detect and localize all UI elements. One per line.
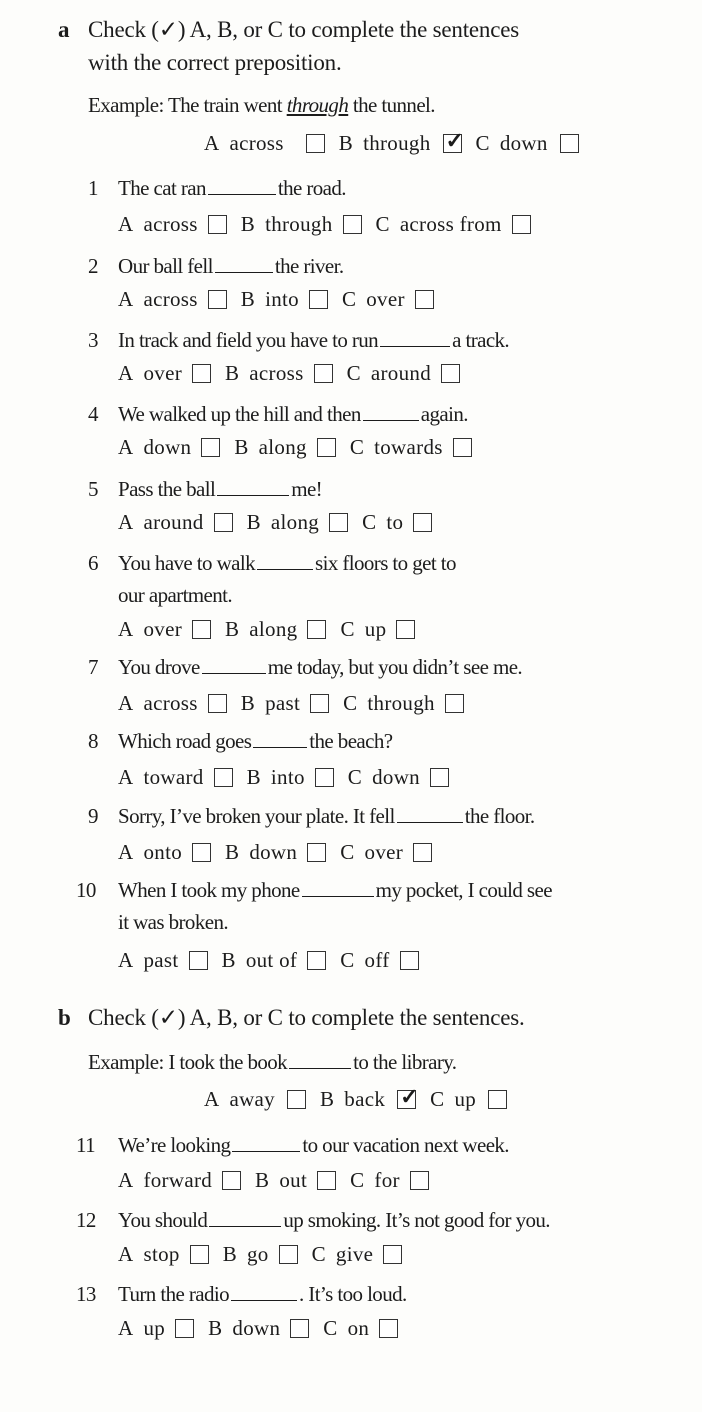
option-checkbox[interactable]: [314, 364, 333, 383]
example-sentence-b: [88, 1052, 456, 1073]
sentence-text: We walked up the hill and then: [118, 402, 361, 426]
option-letter: C: [340, 840, 355, 864]
option-letter: B: [225, 840, 240, 864]
option-a: [118, 512, 233, 533]
option-text: forward: [143, 1168, 213, 1192]
option-b: [223, 1244, 298, 1265]
option-letter: C: [340, 617, 355, 641]
option-checkbox[interactable]: [310, 694, 329, 713]
option-c: [343, 693, 464, 714]
option-text: give: [335, 1242, 374, 1266]
option-text: down: [499, 131, 548, 155]
option-b: [208, 1318, 309, 1339]
option-checkbox[interactable]: [208, 694, 227, 713]
option-text: down: [249, 840, 298, 864]
answer-blank: [253, 746, 307, 748]
option-checkbox[interactable]: [307, 620, 326, 639]
option-text: back: [344, 1087, 386, 1111]
question-number: 1: [88, 176, 98, 200]
option-text: onto: [143, 840, 183, 864]
section-b-instruction: [58, 1006, 525, 1029]
option-text: through: [367, 691, 435, 715]
option-a: [118, 437, 220, 458]
question-number: 10: [76, 878, 96, 902]
option-a: [118, 693, 227, 714]
option-a: [118, 842, 211, 863]
answer-blank: [209, 1225, 281, 1227]
example-label: Example:: [88, 93, 164, 117]
sentence-text: Pass the ball: [118, 477, 216, 501]
sentence-text: my pocket, I could see: [375, 878, 552, 902]
option-a: [118, 619, 211, 640]
option-text: through: [363, 131, 431, 155]
option-checkbox[interactable]: [290, 1319, 309, 1338]
option-text: into: [265, 287, 299, 311]
option-letter: A: [118, 948, 134, 972]
option-letter: B: [208, 1316, 223, 1340]
option-text: on: [347, 1316, 370, 1340]
option-checkbox[interactable]: [287, 1090, 306, 1109]
option-b: [225, 619, 326, 640]
option-text: across: [143, 691, 198, 715]
section-a-instruction: [58, 18, 519, 41]
option-b: [225, 363, 333, 384]
sentence-text: the floor.: [464, 804, 535, 828]
options-row: [118, 437, 472, 458]
option-letter: B: [224, 361, 240, 385]
option-text: go: [247, 1242, 269, 1266]
option-letter: A: [118, 840, 134, 864]
option-text: up: [143, 1316, 166, 1340]
question-13: [76, 1284, 407, 1305]
option-letter: A: [118, 435, 134, 459]
option-a: [118, 214, 227, 235]
sentence-text: You have to walk: [118, 551, 256, 575]
option-b: [241, 693, 329, 714]
option-text: away: [229, 1087, 275, 1111]
question-11: [76, 1135, 509, 1156]
sentence-text: Turn the radio: [118, 1282, 229, 1306]
question-10-cont: [118, 912, 228, 933]
option-b: [255, 1170, 336, 1191]
option-text: along: [258, 435, 307, 459]
question-12: [76, 1210, 550, 1231]
sentence-text: our apartment.: [118, 583, 233, 607]
option-letter: B: [246, 510, 261, 534]
option-b: [247, 767, 334, 788]
sentence-text: You drove: [118, 655, 200, 679]
option-text: over: [143, 617, 182, 641]
answer-blank: [215, 271, 273, 273]
option-a: [118, 1244, 209, 1265]
question-number: 6: [88, 551, 98, 575]
question-4: [88, 404, 468, 425]
question-6-cont: [118, 585, 232, 606]
answer-blank: [302, 895, 374, 897]
option-letter: A: [118, 765, 134, 789]
option-checkbox[interactable]: [208, 290, 227, 309]
sentence-text: to our vacation next week.: [302, 1133, 509, 1157]
option-letter: B: [234, 435, 249, 459]
question-5: [88, 479, 322, 500]
options-row: [118, 512, 432, 533]
options-row: [204, 1084, 507, 1111]
section-letter: a: [58, 17, 70, 42]
options-row: [118, 950, 419, 971]
option-a: [204, 1089, 306, 1110]
options-row: [204, 128, 579, 155]
option-c: [430, 1089, 507, 1110]
option-text: across from: [399, 212, 502, 236]
answer-blank: [217, 494, 289, 496]
option-letter: C: [323, 1316, 338, 1340]
option-a: [118, 363, 211, 384]
option-letter: C: [349, 435, 365, 459]
option-checkbox[interactable]: [192, 364, 211, 383]
option-a: [118, 289, 227, 310]
option-checkbox[interactable]: [415, 290, 434, 309]
question-number: 2: [88, 254, 98, 278]
option-a: [118, 1170, 241, 1191]
option-letter: B: [240, 287, 256, 311]
option-text: over: [366, 287, 405, 311]
option-c: [348, 767, 449, 788]
option-text: for: [374, 1168, 400, 1192]
question-2: [88, 256, 343, 277]
option-text: up: [454, 1087, 477, 1111]
option-checkbox[interactable]: [214, 768, 233, 787]
option-checkbox[interactable]: [400, 951, 419, 970]
question-number: 3: [88, 328, 98, 352]
checkmark-icon: ✓: [400, 1084, 419, 1109]
option-b: [234, 437, 335, 458]
option-checkbox[interactable]: [190, 1245, 209, 1264]
option-checkbox[interactable]: [201, 438, 220, 457]
options-row: [118, 1244, 402, 1265]
option-letter: C: [347, 765, 363, 789]
question-10: [76, 880, 552, 901]
option-text: along: [249, 617, 298, 641]
option-letter: B: [255, 1168, 270, 1192]
option-c: [347, 363, 460, 384]
option-letter: C: [343, 691, 358, 715]
options-row: [118, 289, 434, 310]
option-text: down: [232, 1316, 281, 1340]
option-c: [476, 133, 579, 154]
question-6: [88, 553, 456, 574]
option-checkbox[interactable]: [189, 951, 208, 970]
option-checkbox[interactable]: [329, 513, 348, 532]
option-text: across: [249, 361, 304, 385]
sentence-text: up smoking. It’s not good for you.: [283, 1208, 550, 1232]
option-checkbox[interactable]: [315, 768, 334, 787]
sentence-text: the beach?: [309, 729, 393, 753]
question-7: [88, 657, 522, 678]
option-text: off: [364, 948, 390, 972]
answer-blank: [202, 672, 266, 674]
option-c: [340, 950, 418, 971]
sentence-text: In track and field you have to run: [118, 328, 379, 352]
option-text: across: [143, 287, 198, 311]
option-letter: B: [246, 765, 261, 789]
option-text: over: [364, 840, 404, 864]
question-number: 4: [88, 402, 98, 426]
option-letter: C: [311, 1242, 326, 1266]
option-text: toward: [143, 765, 204, 789]
option-text: along: [270, 510, 320, 534]
option-letter: A: [118, 617, 134, 641]
example-sentence: [88, 95, 435, 116]
option-checkbox[interactable]: [383, 1245, 402, 1264]
sentence-text: a track.: [452, 328, 510, 352]
option-letter: A: [118, 361, 134, 385]
sentence-text: the river.: [274, 254, 344, 278]
option-checkbox[interactable]: [413, 843, 432, 862]
sentence-text: We’re looking: [118, 1133, 231, 1157]
option-c: [362, 512, 432, 533]
option-text: stop: [143, 1242, 180, 1266]
sentence-text: to the library.: [353, 1050, 457, 1074]
option-c: [350, 1170, 429, 1191]
sentence-text: six floors to get to: [315, 551, 456, 575]
option-letter: B: [338, 131, 354, 155]
option-b: [225, 842, 326, 863]
option-c: [342, 289, 434, 310]
option-checkbox[interactable]: [208, 215, 227, 234]
option-letter: C: [362, 510, 377, 534]
answer-blank: [397, 821, 463, 823]
option-text: out of: [245, 948, 298, 972]
sentence-text: . It’s too loud.: [299, 1282, 407, 1306]
sentence-text: You should: [118, 1208, 208, 1232]
option-letter: C: [430, 1087, 445, 1111]
example-answer: through: [286, 93, 349, 117]
option-letter: C: [475, 131, 490, 155]
option-b: [241, 289, 328, 310]
question-8: [88, 731, 393, 752]
sentence-text: The cat ran: [118, 176, 206, 200]
option-b: [247, 512, 348, 533]
question-3: [88, 330, 509, 351]
question-number: 13: [76, 1282, 96, 1306]
options-row: [118, 214, 531, 235]
sentence-text: The train went: [167, 93, 283, 117]
option-text: up: [364, 617, 387, 641]
options-row: [118, 693, 464, 714]
option-text: down: [372, 765, 420, 789]
sentence-text: it was broken.: [118, 910, 228, 934]
option-text: down: [143, 435, 192, 459]
option-checkbox[interactable]: [279, 1245, 298, 1264]
sentence-text: the tunnel.: [352, 93, 435, 117]
option-text: out: [279, 1168, 308, 1192]
option-letter: C: [341, 287, 357, 311]
option-a: [118, 767, 233, 788]
option-checkbox[interactable]: [343, 215, 362, 234]
option-checkbox[interactable]: [413, 513, 432, 532]
option-text: through: [265, 212, 333, 236]
sentence-text: the road.: [277, 176, 346, 200]
option-checkbox[interactable]: [396, 620, 415, 639]
question-1: [88, 178, 346, 199]
question-9: [88, 806, 535, 827]
option-checkbox[interactable]: [441, 364, 460, 383]
question-number: 11: [76, 1133, 96, 1157]
option-a: [204, 133, 325, 154]
question-number: 7: [88, 655, 98, 679]
option-letter: A: [118, 510, 134, 534]
option-checkbox[interactable]: [222, 1171, 241, 1190]
option-text: past: [265, 691, 301, 715]
answer-blank: [208, 193, 276, 195]
option-checkbox[interactable]: [488, 1090, 507, 1109]
options-row: [118, 767, 449, 788]
options-row: [118, 619, 415, 640]
option-c: [340, 842, 432, 863]
option-text: over: [143, 361, 182, 385]
sentence-text: me today, but you didn’t see me.: [267, 655, 523, 679]
instruction-text: with the correct preposition.: [88, 50, 342, 75]
question-number: 12: [76, 1208, 96, 1232]
option-checkbox[interactable]: [192, 843, 211, 862]
sentence-text: Which road goes: [118, 729, 252, 753]
option-c: [323, 1318, 398, 1339]
options-row: [118, 363, 460, 384]
option-checkbox[interactable]: [430, 768, 449, 787]
option-letter: B: [224, 617, 240, 641]
option-checkbox[interactable]: [443, 128, 465, 153]
sentence-text: I took the book: [168, 1050, 288, 1074]
question-number: 8: [88, 729, 98, 753]
option-letter: C: [340, 948, 355, 972]
option-checkbox[interactable]: [445, 694, 464, 713]
option-text: towards: [374, 435, 443, 459]
option-letter: C: [350, 1168, 365, 1192]
option-checkbox[interactable]: [379, 1319, 398, 1338]
question-number: 9: [88, 804, 98, 828]
section-a-instruction-cont: [88, 51, 342, 74]
option-letter: A: [118, 1242, 134, 1266]
option-letter: A: [118, 1168, 134, 1192]
option-a: [118, 950, 208, 971]
answer-blank: [231, 1299, 297, 1301]
sentence-text: When I took my phone: [118, 878, 300, 902]
option-checkbox[interactable]: [410, 1171, 429, 1190]
option-checkbox[interactable]: [307, 951, 326, 970]
option-letter: B: [240, 691, 256, 715]
option-b: [319, 1084, 419, 1111]
option-text: to: [386, 510, 404, 534]
option-text: into: [270, 765, 305, 789]
option-checkbox[interactable]: [512, 215, 531, 234]
option-letter: B: [221, 948, 236, 972]
sentence-text: me!: [291, 477, 323, 501]
option-b: [338, 128, 465, 155]
answer-blank: [257, 568, 313, 570]
option-letter: A: [204, 131, 220, 155]
option-letter: C: [346, 361, 361, 385]
option-text: past: [143, 948, 179, 972]
option-checkbox[interactable]: [309, 290, 328, 309]
example-label: Example:: [88, 1050, 164, 1074]
sentence-text: again.: [420, 402, 468, 426]
option-b: [222, 950, 327, 971]
option-b: [241, 214, 362, 235]
option-letter: A: [118, 691, 134, 715]
option-text: across: [143, 212, 198, 236]
instruction-text: Check (✓) A, B, or C to complete the sentences.: [88, 1005, 525, 1030]
option-text: across: [229, 131, 284, 155]
question-number: 5: [88, 477, 98, 501]
option-checkbox[interactable]: [317, 1171, 336, 1190]
option-letter: B: [240, 212, 256, 236]
option-letter: A: [118, 287, 134, 311]
option-letter: A: [118, 1316, 134, 1340]
answer-blank: [363, 419, 419, 421]
options-row: [118, 1170, 429, 1191]
sentence-text: Our ball fell: [118, 254, 213, 278]
instruction-text: Check (✓) A, B, or C to complete the sentences: [88, 17, 519, 42]
option-c: [312, 1244, 403, 1265]
option-checkbox[interactable]: [560, 134, 579, 153]
checkmark-icon: ✓: [445, 128, 465, 153]
options-row: [118, 842, 432, 863]
option-text: around: [143, 510, 204, 534]
option-letter: A: [118, 212, 134, 236]
option-letter: B: [319, 1087, 335, 1111]
section-letter: b: [58, 1005, 71, 1030]
option-letter: B: [222, 1242, 237, 1266]
option-checkbox[interactable]: [307, 843, 326, 862]
answer-blank: [380, 345, 450, 347]
option-checkbox[interactable]: [317, 438, 336, 457]
option-c: [340, 619, 415, 640]
option-checkbox[interactable]: [397, 1084, 419, 1109]
option-letter: C: [375, 212, 390, 236]
answer-blank: [289, 1067, 351, 1069]
option-c: [376, 214, 531, 235]
option-checkbox[interactable]: [214, 513, 233, 532]
answer-blank: [232, 1150, 300, 1152]
option-a: [118, 1318, 194, 1339]
option-checkbox[interactable]: [453, 438, 472, 457]
option-c: [350, 437, 472, 458]
options-row: [118, 1318, 398, 1339]
sentence-text: Sorry, I’ve broken your plate. It fell: [118, 804, 395, 828]
option-checkbox[interactable]: [192, 620, 211, 639]
option-letter: A: [204, 1087, 220, 1111]
option-checkbox[interactable]: [306, 134, 325, 153]
option-text: around: [370, 361, 432, 385]
option-checkbox[interactable]: [175, 1319, 194, 1338]
